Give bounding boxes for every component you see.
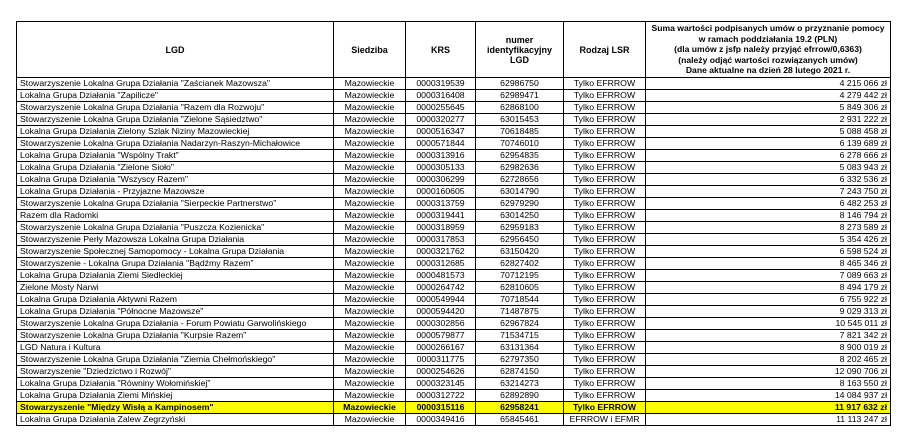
cell-rodzaj: Tylko EFRROW bbox=[564, 114, 646, 126]
cell-rodzaj: Tylko EFRROW bbox=[564, 210, 646, 222]
cell-suma: 7 089 663 zł bbox=[646, 270, 891, 282]
table-row bbox=[17, 174, 891, 186]
suma-header-line-4: Dane aktualne na dzień 28 lutego 2021 r. bbox=[685, 65, 851, 76]
lgd-table bbox=[16, 21, 891, 426]
cell-siedziba: Mazowieckie bbox=[334, 390, 406, 402]
cell-siedziba: Mazowieckie bbox=[334, 114, 406, 126]
cell-suma: 8 163 550 zł bbox=[646, 378, 891, 390]
cell-numer: 71487875 bbox=[476, 306, 564, 318]
cell-suma: 5 354 426 zł bbox=[646, 234, 891, 246]
cell-numer: 65845461 bbox=[476, 414, 564, 426]
cell-rodzaj: Tylko EFRROW bbox=[564, 126, 646, 138]
table-row bbox=[17, 270, 891, 282]
cell-lgd: Zielone Mosty Narwi bbox=[17, 282, 334, 294]
cell-krs: 0000255645 bbox=[406, 102, 476, 114]
cell-numer: 62797350 bbox=[476, 354, 564, 366]
cell-numer: 63150420 bbox=[476, 246, 564, 258]
cell-siedziba: Mazowieckie bbox=[334, 330, 406, 342]
cell-krs: 0000481573 bbox=[406, 270, 476, 282]
cell-siedziba: Mazowieckie bbox=[334, 258, 406, 270]
cell-lgd: Lokalna Grupa Działania "Wszyscy Razem" bbox=[17, 174, 334, 186]
cell-siedziba: Mazowieckie bbox=[334, 222, 406, 234]
cell-krs: 0000318959 bbox=[406, 222, 476, 234]
col-header-rodzaj: Rodzaj LSR bbox=[564, 22, 646, 78]
cell-numer: 62967824 bbox=[476, 318, 564, 330]
cell-suma: 8 273 589 zł bbox=[646, 222, 891, 234]
cell-suma: 10 545 011 zł bbox=[646, 318, 891, 330]
cell-siedziba: Mazowieckie bbox=[334, 126, 406, 138]
table-row bbox=[17, 330, 891, 342]
suma-header-line-2: (dla umów z jsfp należy przyjąć efrrow/0,6363) bbox=[674, 44, 862, 55]
cell-krs: 0000594420 bbox=[406, 306, 476, 318]
cell-suma: 7 243 750 zł bbox=[646, 186, 891, 198]
col-header-siedziba: Siedziba bbox=[334, 22, 406, 78]
cell-lgd: Stowarzyszenie Lokalna Grupa Działania "Puszcza Kozienicka" bbox=[17, 222, 334, 234]
table-row bbox=[17, 78, 891, 90]
cell-rodzaj: Tylko EFRROW bbox=[564, 186, 646, 198]
table-row bbox=[17, 318, 891, 330]
cell-lgd: Lokalna Grupa Działania Zielony Szlak Niziny Mazowieckiej bbox=[17, 126, 334, 138]
cell-rodzaj: Tylko EFRROW bbox=[564, 270, 646, 282]
cell-krs: 0000311775 bbox=[406, 354, 476, 366]
cell-krs: 0000319539 bbox=[406, 78, 476, 90]
cell-rodzaj: EFRROW i EFMR bbox=[564, 414, 646, 426]
cell-rodzaj: Tylko EFRROW bbox=[564, 330, 646, 342]
cell-rodzaj: Tylko EFRROW bbox=[564, 198, 646, 210]
cell-lgd: Stowarzyszenie Lokalna Grupa Działania "Ziemia Chełmońskiego" bbox=[17, 354, 334, 366]
table-row bbox=[17, 222, 891, 234]
cell-siedziba: Mazowieckie bbox=[334, 138, 406, 150]
cell-siedziba: Mazowieckie bbox=[334, 162, 406, 174]
cell-lgd: Stowarzyszenie Lokalna Grupa Działania "Razem dla Rozwoju" bbox=[17, 102, 334, 114]
cell-suma: 5 088 458 zł bbox=[646, 126, 891, 138]
cell-krs: 0000579877 bbox=[406, 330, 476, 342]
cell-numer: 62874150 bbox=[476, 366, 564, 378]
cell-numer: 62959183 bbox=[476, 222, 564, 234]
cell-siedziba: Mazowieckie bbox=[334, 378, 406, 390]
cell-rodzaj: Tylko EFRROW bbox=[564, 222, 646, 234]
cell-rodzaj: Tylko EFRROW bbox=[564, 162, 646, 174]
cell-krs: 0000312685 bbox=[406, 258, 476, 270]
table-body bbox=[17, 78, 891, 426]
cell-lgd: Lokalna Grupa Działania Ziemi Siedleckiej bbox=[17, 270, 334, 282]
cell-lgd: Stowarzyszenie Lokalna Grupa Działania - Forum Powiatu Garwolińskiego bbox=[17, 318, 334, 330]
cell-lgd: Stowarzyszenie Perły Mazowsza Lokalna Grupa Działania bbox=[17, 234, 334, 246]
cell-suma: 5 849 306 zł bbox=[646, 102, 891, 114]
cell-numer: 70712195 bbox=[476, 270, 564, 282]
table-row bbox=[17, 150, 891, 162]
cell-siedziba: Mazowieckie bbox=[334, 198, 406, 210]
cell-krs: 0000264742 bbox=[406, 282, 476, 294]
cell-numer: 70618485 bbox=[476, 126, 564, 138]
header-row bbox=[17, 22, 891, 78]
cell-lgd: Stowarzyszenie Lokalna Grupa Działania "Sierpeckie Partnerstwo" bbox=[17, 198, 334, 210]
cell-rodzaj: Tylko EFRROW bbox=[564, 138, 646, 150]
cell-rodzaj: Tylko EFRROW bbox=[564, 102, 646, 114]
cell-krs: 0000321762 bbox=[406, 246, 476, 258]
cell-suma: 14 084 937 zł bbox=[646, 390, 891, 402]
cell-lgd: LGD Natura i Kultura bbox=[17, 342, 334, 354]
cell-rodzaj: Tylko EFRROW bbox=[564, 306, 646, 318]
cell-lgd: Lokalna Grupa Działania Zalew Zegrzyński bbox=[17, 414, 334, 426]
table-row bbox=[17, 234, 891, 246]
lgd-table-container bbox=[16, 21, 891, 426]
cell-numer: 63014790 bbox=[476, 186, 564, 198]
cell-lgd: Stowarzyszenie - Lokalna Grupa Działania "Bądźmy Razem" bbox=[17, 258, 334, 270]
cell-numer: 70718544 bbox=[476, 294, 564, 306]
cell-rodzaj: Tylko EFRROW bbox=[564, 354, 646, 366]
cell-rodzaj: Tylko EFRROW bbox=[564, 258, 646, 270]
cell-krs: 0000313916 bbox=[406, 150, 476, 162]
table-row bbox=[17, 162, 891, 174]
cell-suma: 8 900 019 zł bbox=[646, 342, 891, 354]
suma-header-line-1: Suma wartości podpisanych umów o przyznanie pomocy w ramach poddziałania 19.2 (PLN) bbox=[651, 23, 885, 44]
cell-lgd: Lokalna Grupa Działania "Północne Mazowsze" bbox=[17, 306, 334, 318]
cell-krs: 0000305133 bbox=[406, 162, 476, 174]
cell-rodzaj: Tylko EFRROW bbox=[564, 366, 646, 378]
cell-numer: 63214273 bbox=[476, 378, 564, 390]
cell-siedziba: Mazowieckie bbox=[334, 246, 406, 258]
cell-siedziba: Mazowieckie bbox=[334, 414, 406, 426]
cell-siedziba: Mazowieckie bbox=[334, 342, 406, 354]
table-row bbox=[17, 246, 891, 258]
cell-suma: 11 917 632 zł bbox=[646, 402, 891, 414]
cell-suma: 7 821 342 zł bbox=[646, 330, 891, 342]
table-row bbox=[17, 114, 891, 126]
cell-numer: 70746010 bbox=[476, 138, 564, 150]
cell-krs: 0000160605 bbox=[406, 186, 476, 198]
cell-rodzaj: Tylko EFRROW bbox=[564, 174, 646, 186]
col-header-suma bbox=[646, 22, 891, 78]
cell-siedziba: Mazowieckie bbox=[334, 270, 406, 282]
table-row bbox=[17, 414, 891, 426]
cell-siedziba: Mazowieckie bbox=[334, 174, 406, 186]
cell-suma: 4 279 442 zł bbox=[646, 90, 891, 102]
cell-suma: 12 090 706 zł bbox=[646, 366, 891, 378]
table-row bbox=[17, 402, 891, 414]
table-row bbox=[17, 282, 891, 294]
cell-krs: 0000319441 bbox=[406, 210, 476, 222]
cell-siedziba: Mazowieckie bbox=[334, 282, 406, 294]
cell-numer: 62954835 bbox=[476, 150, 564, 162]
cell-suma: 6 482 253 zł bbox=[646, 198, 891, 210]
table-row bbox=[17, 342, 891, 354]
cell-lgd: Stowarzyszenie Społecznej Samopomocy - Lokalna Grupa Działania bbox=[17, 246, 334, 258]
cell-suma: 11 113 247 zł bbox=[646, 414, 891, 426]
cell-numer: 62868100 bbox=[476, 102, 564, 114]
cell-suma: 2 931 222 zł bbox=[646, 114, 891, 126]
table-row bbox=[17, 366, 891, 378]
table-row bbox=[17, 126, 891, 138]
cell-siedziba: Mazowieckie bbox=[334, 90, 406, 102]
cell-suma: 8 202 465 zł bbox=[646, 354, 891, 366]
cell-siedziba: Mazowieckie bbox=[334, 402, 406, 414]
table-row bbox=[17, 186, 891, 198]
cell-krs: 0000349416 bbox=[406, 414, 476, 426]
cell-rodzaj: Tylko EFRROW bbox=[564, 234, 646, 246]
table-row bbox=[17, 258, 891, 270]
cell-krs: 0000549944 bbox=[406, 294, 476, 306]
cell-numer: 62982636 bbox=[476, 162, 564, 174]
cell-krs: 0000323145 bbox=[406, 378, 476, 390]
cell-numer: 63015453 bbox=[476, 114, 564, 126]
cell-numer: 62958241 bbox=[476, 402, 564, 414]
table-row bbox=[17, 390, 891, 402]
cell-lgd: Lokalna Grupa Działania Aktywni Razem bbox=[17, 294, 334, 306]
cell-krs: 0000571844 bbox=[406, 138, 476, 150]
cell-lgd: Stowarzyszenie Lokalna Grupa Działania Nadarzyn-Raszyn-Michałowice bbox=[17, 138, 334, 150]
cell-krs: 0000315116 bbox=[406, 402, 476, 414]
cell-suma: 6 332 536 zł bbox=[646, 174, 891, 186]
cell-lgd: Lokalna Grupa Działania - Przyjazne Mazowsze bbox=[17, 186, 334, 198]
col-header-lgd: LGD bbox=[17, 22, 334, 78]
cell-rodzaj: Tylko EFRROW bbox=[564, 402, 646, 414]
cell-krs: 0000312722 bbox=[406, 390, 476, 402]
cell-suma: 8 465 346 zł bbox=[646, 258, 891, 270]
cell-numer: 63131364 bbox=[476, 342, 564, 354]
cell-numer: 62986750 bbox=[476, 78, 564, 90]
cell-siedziba: Mazowieckie bbox=[334, 150, 406, 162]
suma-header-line-3: (należy odjąć wartości rozwiązanych umów) bbox=[678, 54, 858, 65]
cell-numer: 71534715 bbox=[476, 330, 564, 342]
table-row bbox=[17, 102, 891, 114]
cell-numer: 62810605 bbox=[476, 282, 564, 294]
cell-krs: 0000317853 bbox=[406, 234, 476, 246]
table-row bbox=[17, 210, 891, 222]
cell-suma: 8 146 794 zł bbox=[646, 210, 891, 222]
cell-lgd: Lokalna Grupa Działania "Wspólny Trakt" bbox=[17, 150, 334, 162]
cell-krs: 0000266167 bbox=[406, 342, 476, 354]
cell-numer: 62989471 bbox=[476, 90, 564, 102]
cell-lgd: Stowarzyszenie "Między Wisłą a Kampinosem" bbox=[17, 402, 334, 414]
cell-numer: 62892890 bbox=[476, 390, 564, 402]
table-row bbox=[17, 354, 891, 366]
cell-krs: 0000313759 bbox=[406, 198, 476, 210]
cell-krs: 0000516347 bbox=[406, 126, 476, 138]
cell-rodzaj: Tylko EFRROW bbox=[564, 282, 646, 294]
cell-lgd: Lokalna Grupa Działania Ziemi Mińskiej bbox=[17, 390, 334, 402]
cell-rodzaj: Tylko EFRROW bbox=[564, 390, 646, 402]
cell-lgd: Stowarzyszenie Lokalna Grupa Działania "Kurpsie Razem" bbox=[17, 330, 334, 342]
cell-krs: 0000302856 bbox=[406, 318, 476, 330]
cell-siedziba: Mazowieckie bbox=[334, 294, 406, 306]
cell-krs: 0000320277 bbox=[406, 114, 476, 126]
table-row bbox=[17, 294, 891, 306]
table-row bbox=[17, 306, 891, 318]
cell-siedziba: Mazowieckie bbox=[334, 210, 406, 222]
cell-suma: 8 494 179 zł bbox=[646, 282, 891, 294]
cell-lgd: Stowarzyszenie Lokalna Grupa Działania "Zielone Sąsiedztwo" bbox=[17, 114, 334, 126]
cell-suma: 9 029 313 zł bbox=[646, 306, 891, 318]
cell-suma: 6 278 666 zł bbox=[646, 150, 891, 162]
cell-suma: 6 598 524 zł bbox=[646, 246, 891, 258]
cell-suma: 4 215 066 zł bbox=[646, 78, 891, 90]
cell-numer: 62728656 bbox=[476, 174, 564, 186]
cell-lgd: Lokalna Grupa Działania "Zielone Sioło" bbox=[17, 162, 334, 174]
cell-rodzaj: Tylko EFRROW bbox=[564, 246, 646, 258]
cell-rodzaj: Tylko EFRROW bbox=[564, 150, 646, 162]
cell-numer: 62827402 bbox=[476, 258, 564, 270]
cell-rodzaj: Tylko EFRROW bbox=[564, 78, 646, 90]
col-header-krs: KRS bbox=[406, 22, 476, 78]
cell-lgd: Lokalna Grupa Działania "Równiny Wołomińskiej" bbox=[17, 378, 334, 390]
cell-numer: 63014250 bbox=[476, 210, 564, 222]
cell-siedziba: Mazowieckie bbox=[334, 78, 406, 90]
cell-krs: 0000306299 bbox=[406, 174, 476, 186]
cell-siedziba: Mazowieckie bbox=[334, 306, 406, 318]
cell-krs: 0000316408 bbox=[406, 90, 476, 102]
cell-lgd: Lokalna Grupa Działania "Zapilicze" bbox=[17, 90, 334, 102]
cell-rodzaj: Tylko EFRROW bbox=[564, 90, 646, 102]
cell-siedziba: Mazowieckie bbox=[334, 186, 406, 198]
cell-suma: 5 083 943 zł bbox=[646, 162, 891, 174]
cell-lgd: Razem dla Radomki bbox=[17, 210, 334, 222]
cell-numer: 62979290 bbox=[476, 198, 564, 210]
cell-siedziba: Mazowieckie bbox=[334, 102, 406, 114]
cell-rodzaj: Tylko EFRROW bbox=[564, 294, 646, 306]
table-row bbox=[17, 198, 891, 210]
table-row bbox=[17, 90, 891, 102]
cell-rodzaj: Tylko EFRROW bbox=[564, 318, 646, 330]
cell-numer: 62956450 bbox=[476, 234, 564, 246]
col-header-numer: numer identyfikacyjny LGD bbox=[476, 22, 564, 78]
cell-siedziba: Mazowieckie bbox=[334, 354, 406, 366]
cell-krs: 0000254626 bbox=[406, 366, 476, 378]
cell-rodzaj: Tylko EFRROW bbox=[564, 342, 646, 354]
cell-siedziba: Mazowieckie bbox=[334, 318, 406, 330]
table-row bbox=[17, 138, 891, 150]
cell-siedziba: Mazowieckie bbox=[334, 366, 406, 378]
cell-suma: 6 139 689 zł bbox=[646, 138, 891, 150]
cell-suma: 6 755 922 zł bbox=[646, 294, 891, 306]
cell-lgd: Stowarzyszenie "Dziedzictwo i Rozwój" bbox=[17, 366, 334, 378]
cell-siedziba: Mazowieckie bbox=[334, 234, 406, 246]
table-row bbox=[17, 378, 891, 390]
cell-rodzaj: Tylko EFRROW bbox=[564, 378, 646, 390]
cell-lgd: Stowarzyszenie Lokalna Grupa Działania "Zaścianek Mazowsza" bbox=[17, 78, 334, 90]
